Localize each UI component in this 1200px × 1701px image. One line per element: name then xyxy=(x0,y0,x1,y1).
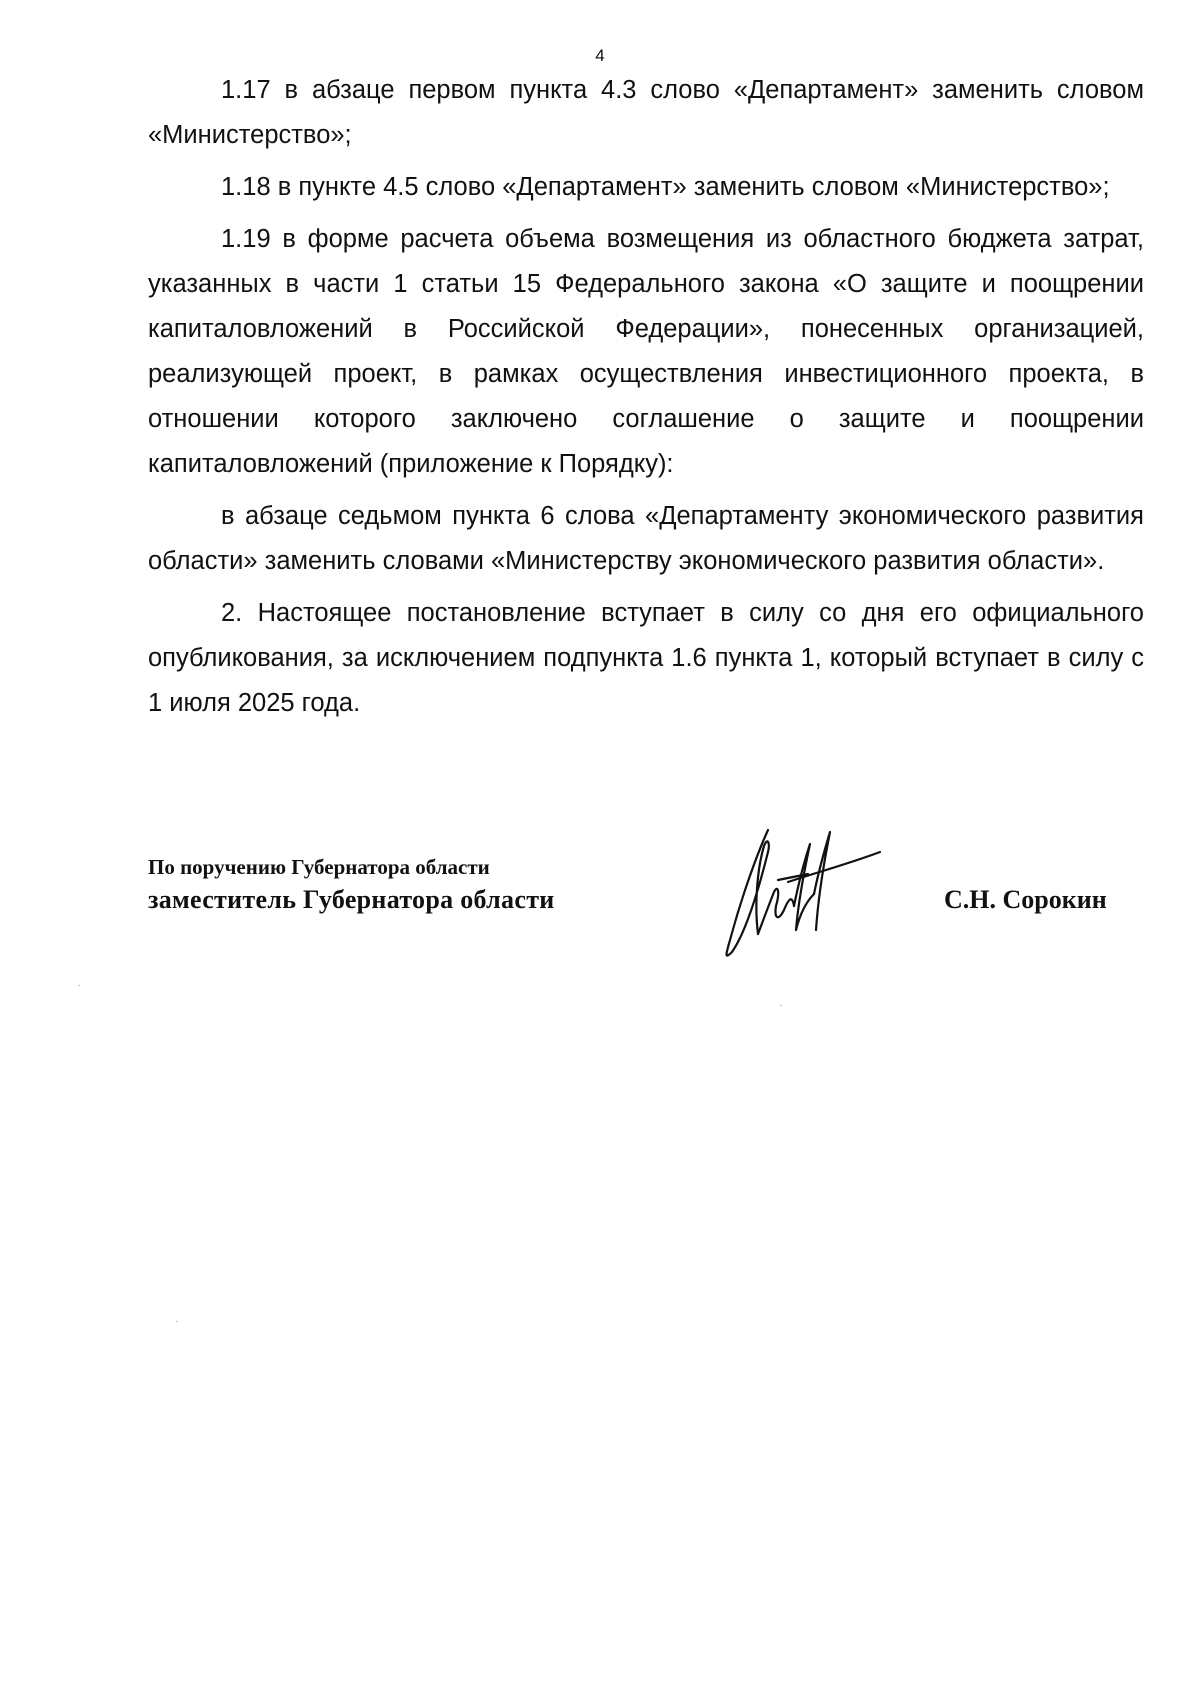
scan-speck xyxy=(176,1321,178,1322)
signature-authority-line: По поручению Губернатора области xyxy=(148,855,490,879)
paragraph-1-18: 1.18 в пункте 4.5 слово «Департамент» заменить словом «Министерство»; xyxy=(221,173,1110,201)
signatory-name: С.Н. Сорокин xyxy=(944,885,1107,914)
paragraph-2-effective-date: 2. Настоящее постановление вступает в силу со дня его официального опубликования, за исключением подпункта 1.6 пункта 1, который вступает в силу с 1 июля 2025 года. xyxy=(148,599,1144,717)
scan-speck xyxy=(780,1005,782,1006)
signature-position-line: заместитель Губернатора области xyxy=(148,885,555,914)
paragraph-section-6: в абзаце седьмом пункта 6 слова «Департаменту экономического развития области» заменить словами «Министерству экономического развития области». xyxy=(148,502,1144,575)
scan-speck xyxy=(78,985,80,986)
page-number: 4 xyxy=(595,46,605,65)
handwritten-signature xyxy=(718,822,898,962)
paragraph-1-17: 1.17 в абзаце первом пункта 4.3 слово «Департамент» заменить словом «Министерство»; xyxy=(148,76,1144,149)
paragraph-1-19: 1.19 в форме расчета объема возмещения из областного бюджета затрат, указанных в части 1 статьи 15 Федерального закона «О защите и поощрении капиталовложений в Российской Федерации», понесенных организацией, реализующей проект, в рамках осуществления инвестиционного проекта, в отношении которого заключено соглашение о защите и поощрении капиталовложений (приложение к Порядку): xyxy=(148,225,1144,478)
